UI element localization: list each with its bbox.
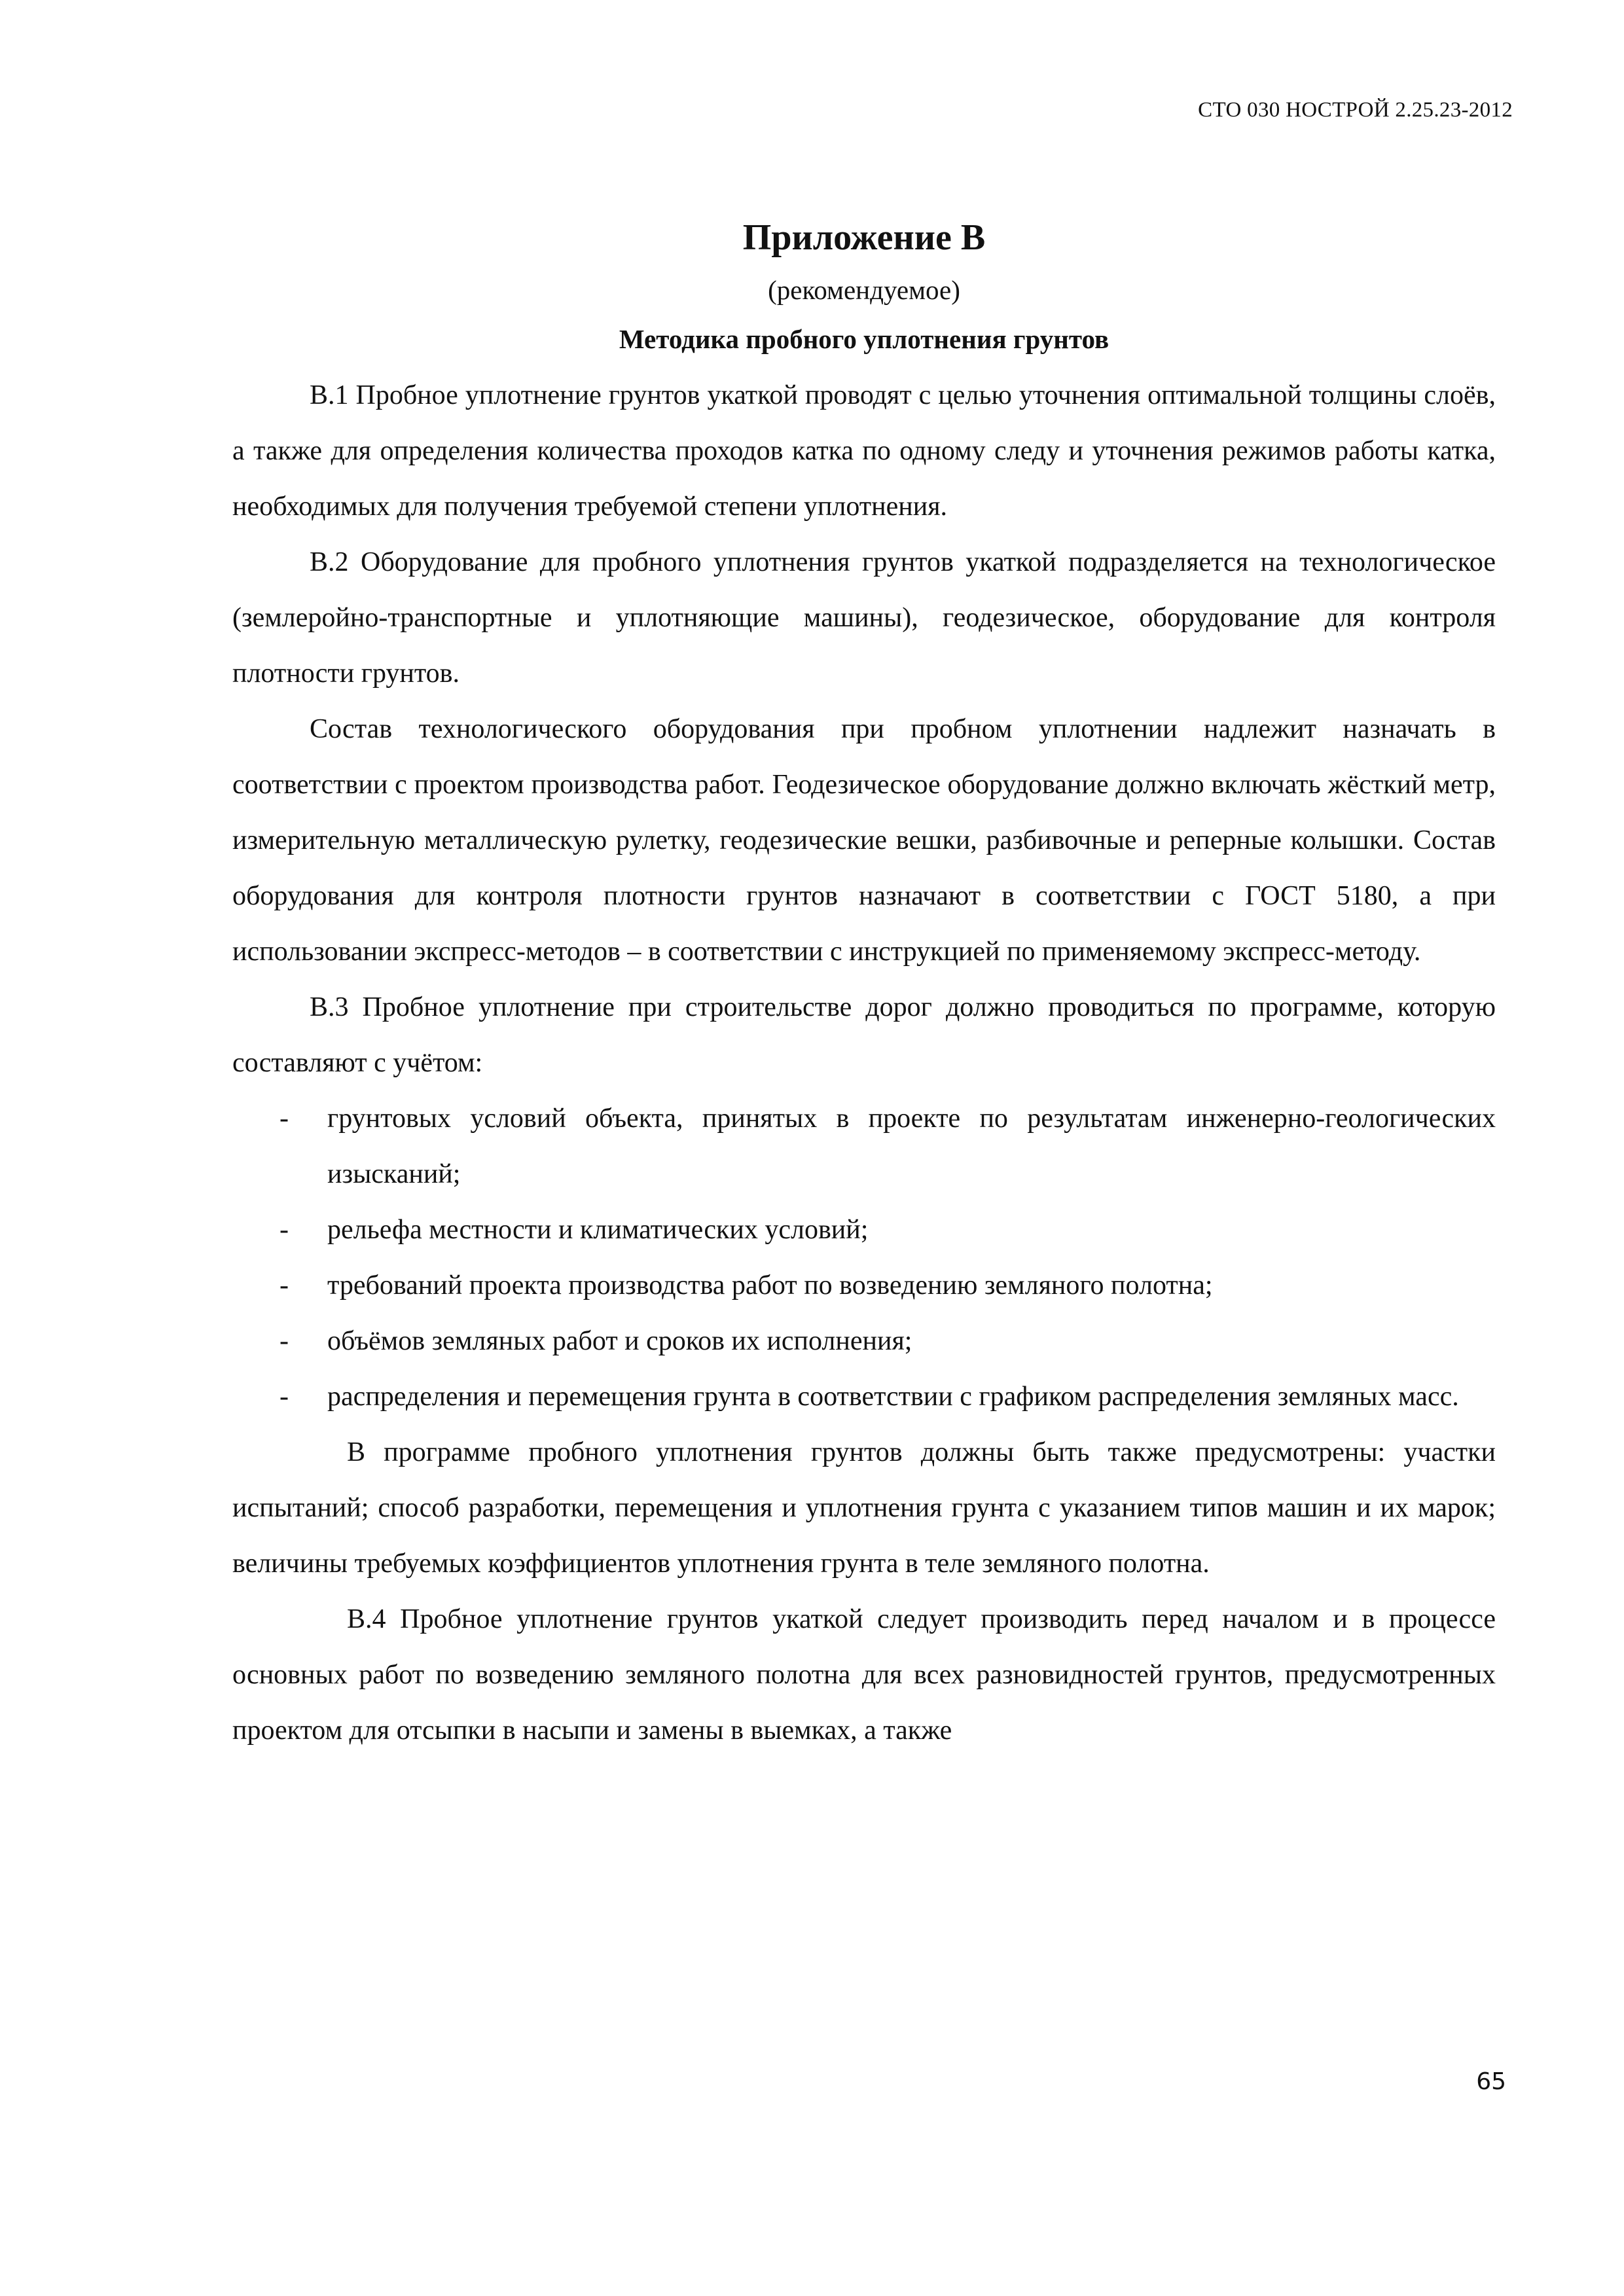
list-marker: - (280, 1214, 289, 1245)
paragraph-b2: В.2 Оборудование для пробного уплотнения грунтов укаткой подразделяется на технологическое (землеройно-транспортные и уплотняющие машины), геодезическое, оборудование для контроля плотности грунтов. (232, 547, 1496, 689)
appendix-title: Приложение В (742, 217, 986, 258)
paragraph-b1: В.1 Пробное уплотнение грунтов укаткой проводят с целью уточнения оптимальной толщины слоёв, а также для определения количества проходов катка по одному следу и уточнения режимов работы катка, необходимых для получения требуемой степени уплотнения. (232, 380, 1496, 522)
list-marker: - (280, 1325, 289, 1356)
list-item-text: рельефа местности и климатических условий; (327, 1214, 869, 1245)
paragraph-equipment-composition: Состав технологического оборудования при пробном уплотнении надлежит назначать в соответствии с проектом производства работ. Геодезическое оборудование должно включать жёсткий метр, измерительную металлическую рулетку, геодезические вешки, разбивочные и реперные колышки. Состав оборудования для контроля плотности грунтов назначают в соответствии с ГОСТ 5180, а при использовании экспресс-методов – в соответствии с инструкцией по применяемому экспресс-методу. (232, 713, 1496, 967)
list-item-text: требований проекта производства работ по возведению земляного полотна; (327, 1270, 1213, 1300)
list-item-text: объёмов земляных работ и сроков их исполнения; (327, 1325, 912, 1356)
page-content (232, 216, 1496, 1759)
list-marker: - (280, 1103, 289, 1134)
list-item (232, 1314, 1496, 1369)
list-item-text: грунтовых условий объекта, принятых в проекте по результатам инженерно-геологических изысканий; (327, 1103, 1496, 1189)
paragraph-b4: В.4 Пробное уплотнение грунтов укаткой следует производить перед началом и в процессе основных работ по возведению земляного полотна для всех разновидностей грунтов, предусмотренных проектом для отсыпки в насыпи и замены в выемках, а также (232, 1604, 1496, 1746)
list-item-text: распределения и перемещения грунта в соответствии с графиком распределения земляных масс. (327, 1381, 1459, 1412)
appendix-status: (рекомендуемое) (768, 275, 960, 306)
list-marker: - (280, 1381, 289, 1412)
appendix-heading: Методика пробного уплотнения грунтов (619, 324, 1110, 355)
paragraph-b3: В.3 Пробное уплотнение при строительстве дорог должно проводиться по программе, которую составляют с учётом: (232, 992, 1496, 1078)
paragraph-program-contents: В программе пробного уплотнения грунтов должны быть также предусмотрены: участки испытаний; способ разработки, перемещения и уплотнения грунта с указанием типов машин и их марок; величины требуемых коэффициентов уплотнения грунта в теле земляного полотна. (232, 1437, 1496, 1579)
list-item (232, 1369, 1496, 1425)
list-item (232, 1091, 1496, 1202)
list-item (232, 1202, 1496, 1258)
list-marker: - (280, 1270, 289, 1300)
page-number: 65 (1476, 2068, 1506, 2095)
program-factors-list (232, 1091, 1496, 1425)
running-header-document-code: СТО 030 НОСТРОЙ 2.25.23-2012 (1198, 98, 1513, 122)
list-item (232, 1258, 1496, 1314)
